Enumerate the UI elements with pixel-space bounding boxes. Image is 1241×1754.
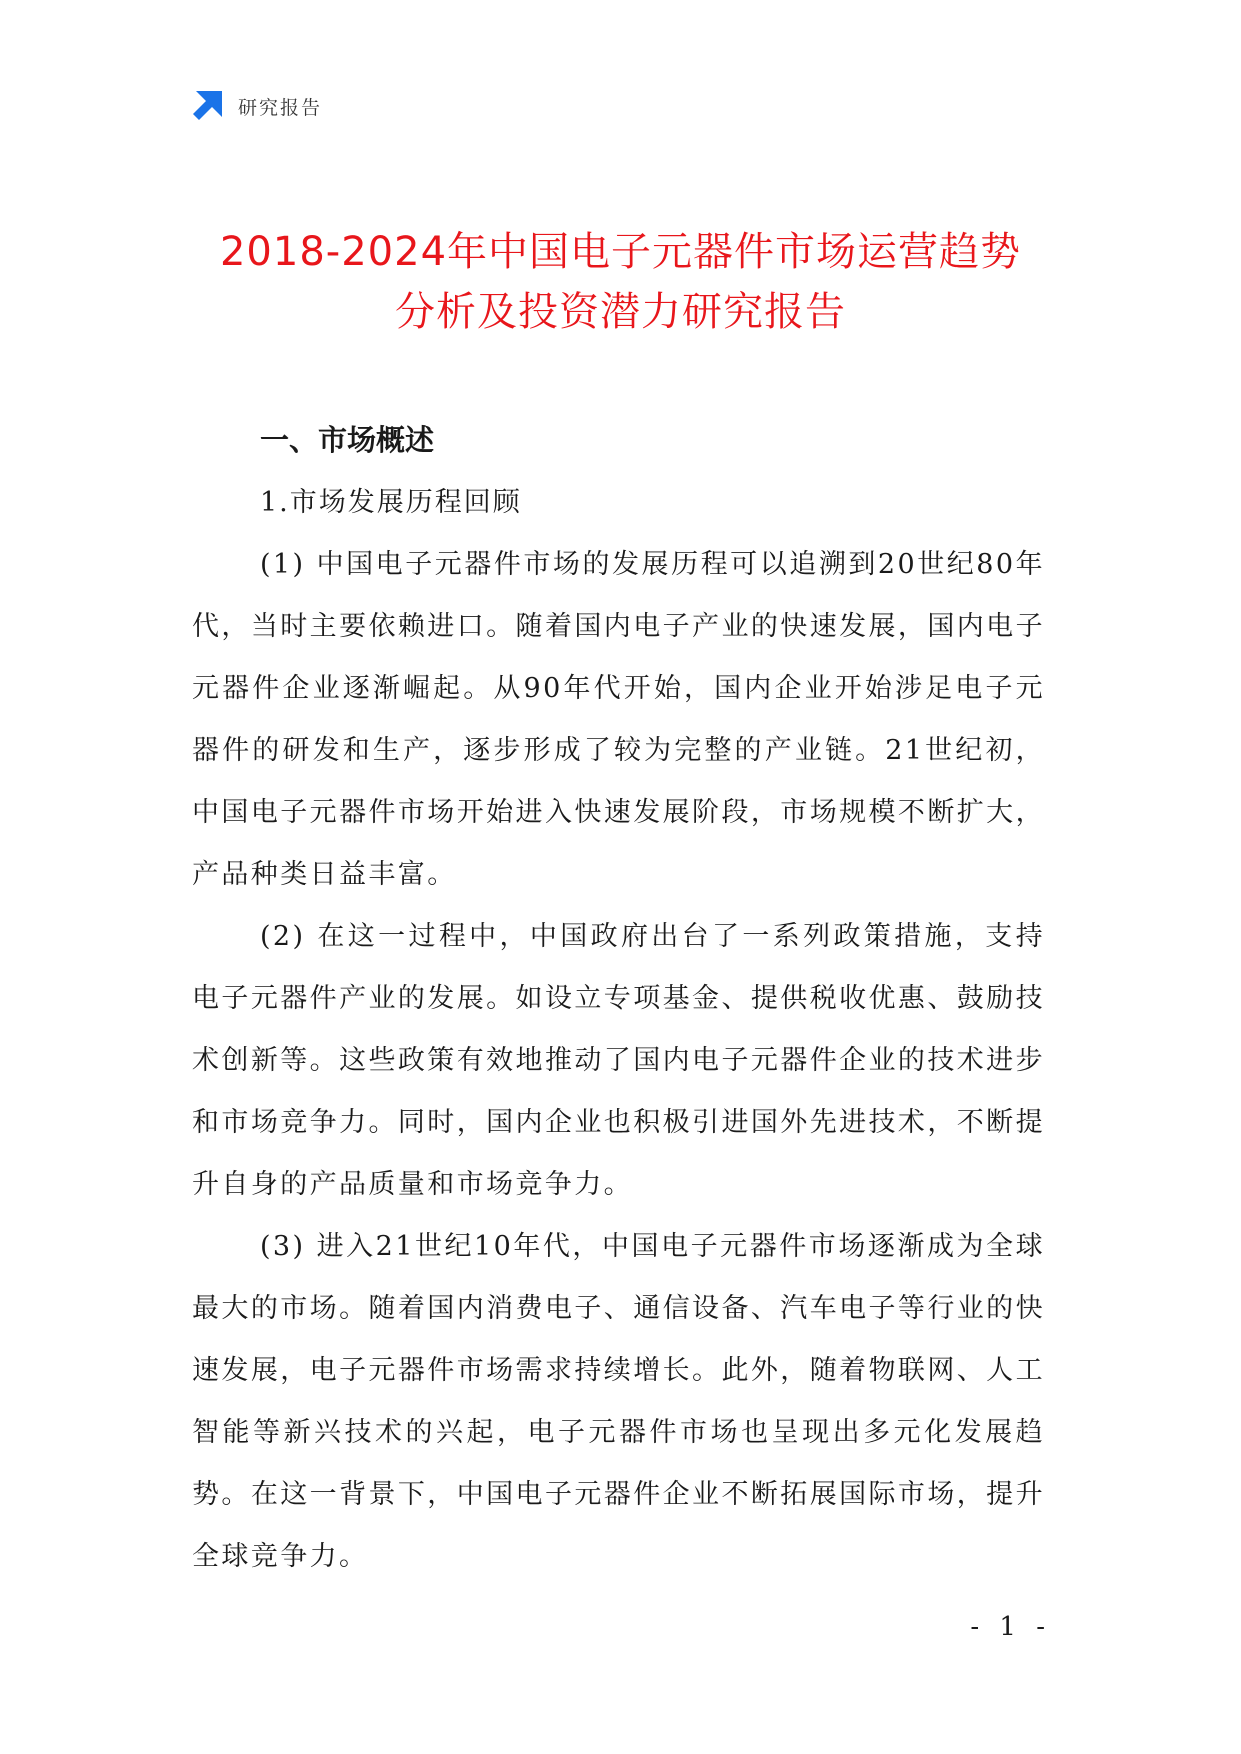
arrow-up-right-icon — [190, 89, 224, 123]
header-label: 研究报告 — [238, 96, 323, 119]
title-line-2: 分析及投资潜力研究报告 — [395, 289, 846, 335]
section-heading: 一、市场概述 — [260, 423, 435, 457]
paragraph-1: (1) 中国电子元器件市场的发展历程可以追溯到20世纪80年代，当时主要依赖进口。随着国内电子产业的快速发展，国内电子元器件企业逐渐崛起。从90年代开始，国内企业开始涉足电子元器件的研发和生产，逐步形成了较为完整的产业链。21世纪初，中国电子元器件市场开始进入快速发展阶段，市场规模不断扩大，产品种类日益丰富。 — [192, 549, 1045, 890]
paragraph-2: (2) 在这一过程中，中国政府出台了一系列政策措施，支持电子元器件产业的发展。如设立专项基金、提供税收优惠、鼓励技术创新等。这些政策有效地推动了国内电子元器件企业的技术进步和市场竞争力。同时，国内企业也积极引进国外先进技术，不断提升自身的产品质量和市场竞争力。 — [192, 921, 1045, 1200]
page-number: - 1 - — [970, 1612, 1051, 1642]
document-title — [150, 222, 1091, 342]
document-body — [192, 408, 1045, 1588]
title-line-1: 2018-2024年中国电子元器件市场运营趋势 — [219, 229, 1022, 275]
sub-heading: 1.市场发展历程回顾 — [260, 487, 522, 518]
page-header — [190, 88, 322, 124]
paragraph-3: (3) 进入21世纪10年代，中国电子元器件市场逐渐成为全球最大的市场。随着国内消费电子、通信设备、汽车电子等行业的快速发展，电子元器件市场需求持续增长。此外，随着物联网、人工智能等新兴技术的兴起，电子元器件市场也呈现出多元化发展趋势。在这一背景下，中国电子元器件企业不断拓展国际市场，提升全球竞争力。 — [192, 1231, 1045, 1572]
